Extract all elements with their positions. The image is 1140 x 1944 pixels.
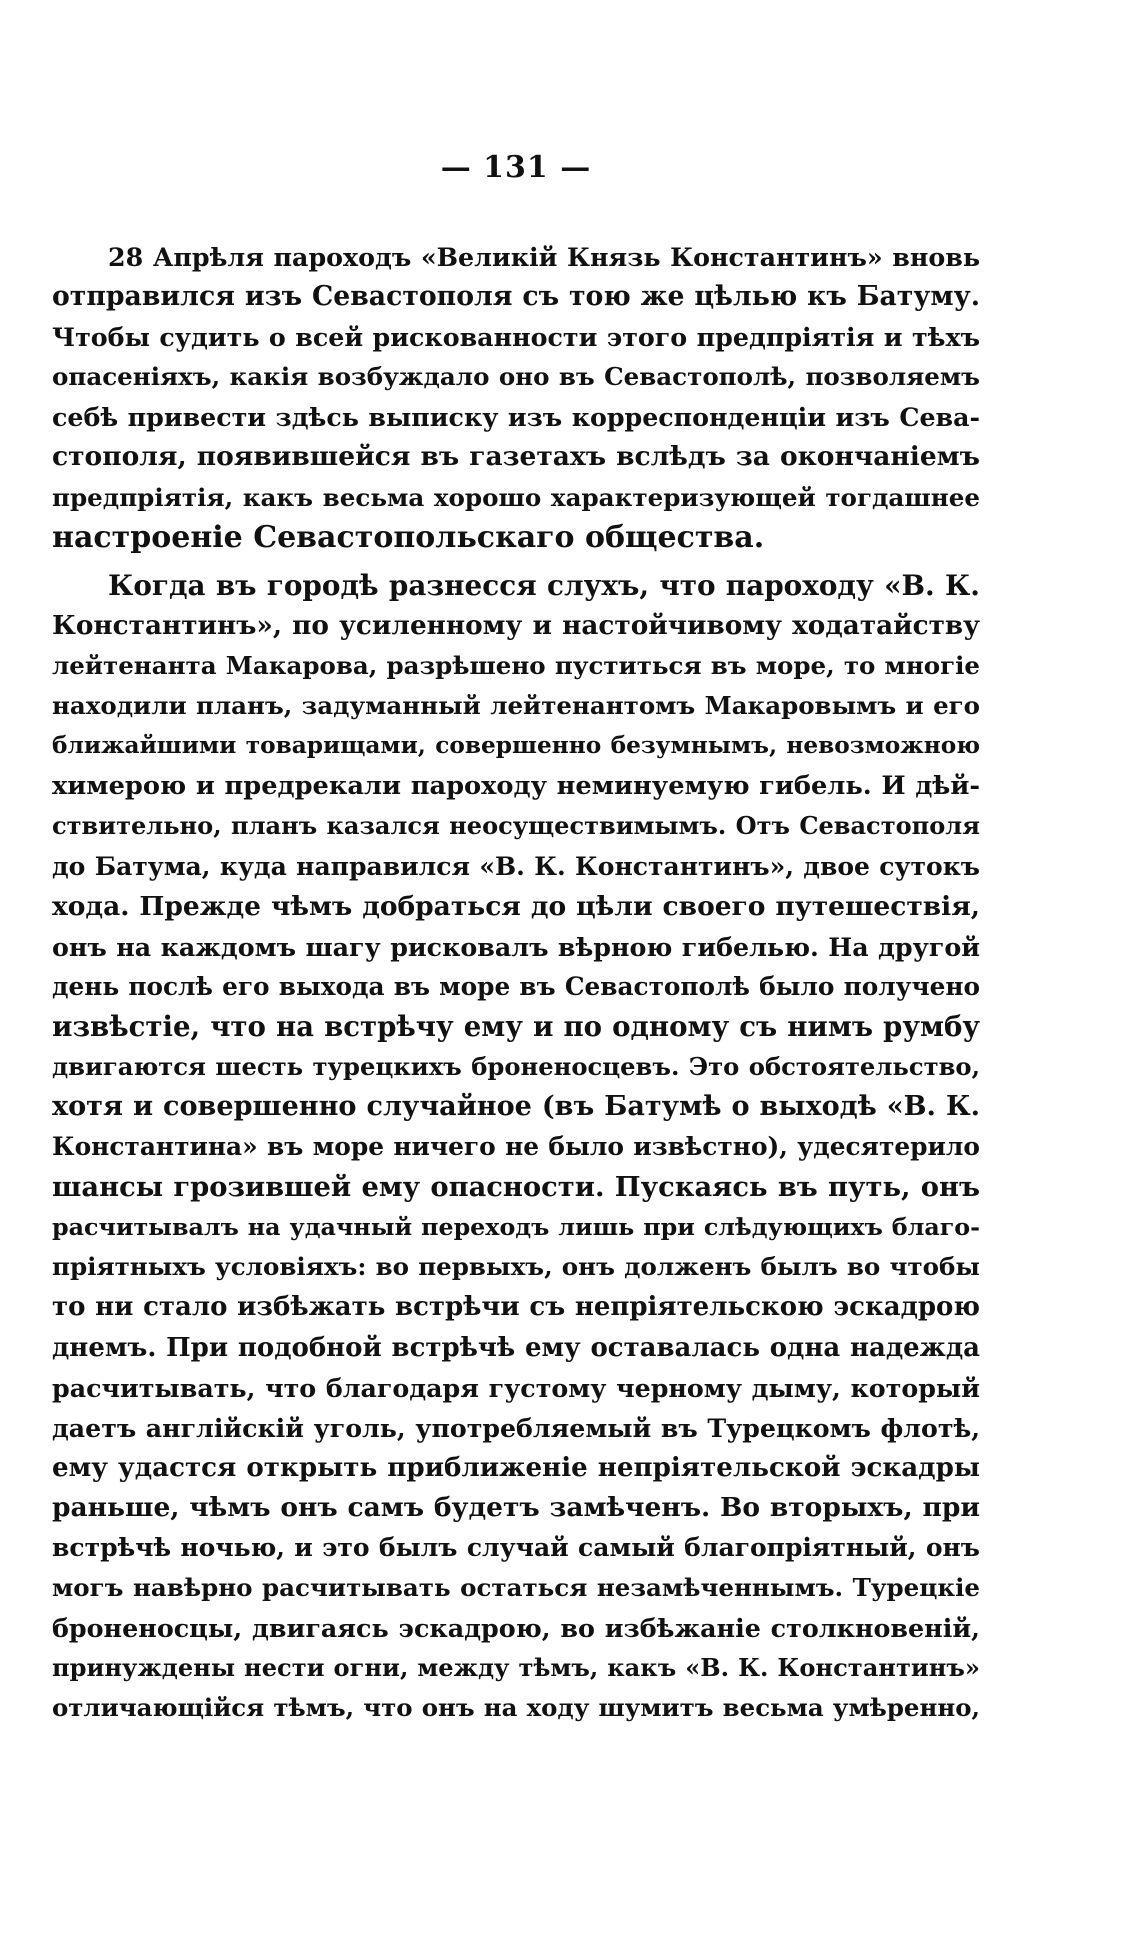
text-line: Константина» въ море ничего не было извѣстно), удесятерило xyxy=(52,1132,980,1162)
text-line: двигаются шесть турецкихъ броненосцевъ. Это обстоятельство, xyxy=(52,1051,980,1081)
text-line: ему удастся открыть приближеніе непріятельской эскадры xyxy=(52,1451,980,1483)
text-line: день послѣ его выхода въ море въ Севастополѣ было получено xyxy=(52,971,980,1001)
paragraph-2 xyxy=(52,566,980,1729)
text-line: отправился изъ Севастополя съ тою же цѣлью къ Батуму. xyxy=(52,281,980,313)
text-line: встрѣчѣ ночью, и это былъ случай самый благопріятный, онъ xyxy=(52,1533,980,1562)
text-line: расчитывать, что благодаря густому черному дыму, который xyxy=(52,1372,980,1403)
text-line: то ни стало избѣжать встрѣчи съ непріятельскою эскадрою xyxy=(52,1292,980,1323)
text-line: онъ на каждомъ шагу рисковалъ вѣрною гибелью. На другой xyxy=(52,931,980,962)
text-line: Чтобы судить о всей рискованности этого предпріятія и тѣхъ xyxy=(52,322,980,353)
text-line: раньше, чѣмъ онъ самъ будетъ замѣченъ. Во вторыхъ, при xyxy=(52,1491,980,1523)
text-line: химерою и предрекали пароходу неминуемую гибель. И дѣй- xyxy=(52,771,980,802)
text-line: Когда въ городѣ разнесся слухъ, что пароходу «В. К. xyxy=(108,568,980,602)
text-line: до Батума, куда направился «В. К. Константинъ», двое сутокъ xyxy=(52,851,980,882)
text-line: хода. Прежде чѣмъ добраться до цѣли своего путешествія, xyxy=(52,890,980,922)
text-line: могъ навѣрно расчитывать остаться незамѣченнымъ. Турецкіе xyxy=(52,1573,980,1603)
text-line: расчитывалъ на удачный переходъ лишь при слѣдующихъ благо- xyxy=(52,1213,980,1242)
text-line: настроеніе Севастопольскаго общества. xyxy=(52,519,765,555)
text-line: хотя и совершенно случайное (въ Батумѣ о выходѣ «В. К. xyxy=(52,1090,980,1122)
text-line: лейтенанта Макарова, разрѣшено пуститься въ море, то многіе xyxy=(52,650,980,680)
text-line: предпріятія, какъ весьма хорошо характеризующей тогдашнее xyxy=(52,482,980,512)
text-line: шансы грозившей ему опасности. Пускаясь въ путь, онъ xyxy=(52,1171,980,1204)
text-line: опасеніяхъ, какія возбуждало оно въ Севастополѣ, позволяемъ xyxy=(52,362,980,392)
text-line: себѣ привести здѣсь выписку изъ корреспонденціи изъ Сева- xyxy=(52,402,980,433)
text-line: пріятныхъ условіяхъ: во первыхъ, онъ долженъ былъ во чтобы xyxy=(52,1252,980,1282)
book-page xyxy=(52,150,980,1736)
text-line: Константинъ», по усиленному и настойчивому ходатайству xyxy=(52,609,980,641)
text-line: находили планъ, задуманный лейтенантомъ Макаровымъ и его xyxy=(52,691,980,721)
text-line: днемъ. При подобной встрѣчѣ ему оставалась одна надежда xyxy=(52,1332,980,1363)
paragraph-1 xyxy=(52,237,980,558)
text-line: 28 Апрѣля пароходъ «Великій Князь Константинъ» вновь xyxy=(108,242,980,272)
text-line: извѣстіе, что на встрѣчу ему и по одному съ нимъ румбу xyxy=(52,1009,980,1043)
page-number: — 131 — xyxy=(440,150,592,185)
text-line: ствительно, планъ казался неосуществимымъ. Отъ Севастополя xyxy=(52,811,980,841)
text-line: принуждены нести огни, между тѣмъ, какъ «В. К. Константинъ» xyxy=(52,1653,980,1683)
text-line: отличающійся тѣмъ, что онъ на ходу шумитъ весьма умѣренно, xyxy=(52,1693,980,1723)
text-line: стополя, появившейся въ газетахъ вслѣдъ за окончаніемъ xyxy=(52,441,980,473)
text-line: броненосцы, двигаясь эскадрою, во избѣжаніе столкновеній, xyxy=(52,1613,980,1644)
text-line: ближайшими товарищами, совершенно безумнымъ, невозможною xyxy=(52,732,980,760)
text-line: даетъ англійскій уголь, употребляемый въ Турецкомъ флотѣ, xyxy=(52,1412,980,1443)
